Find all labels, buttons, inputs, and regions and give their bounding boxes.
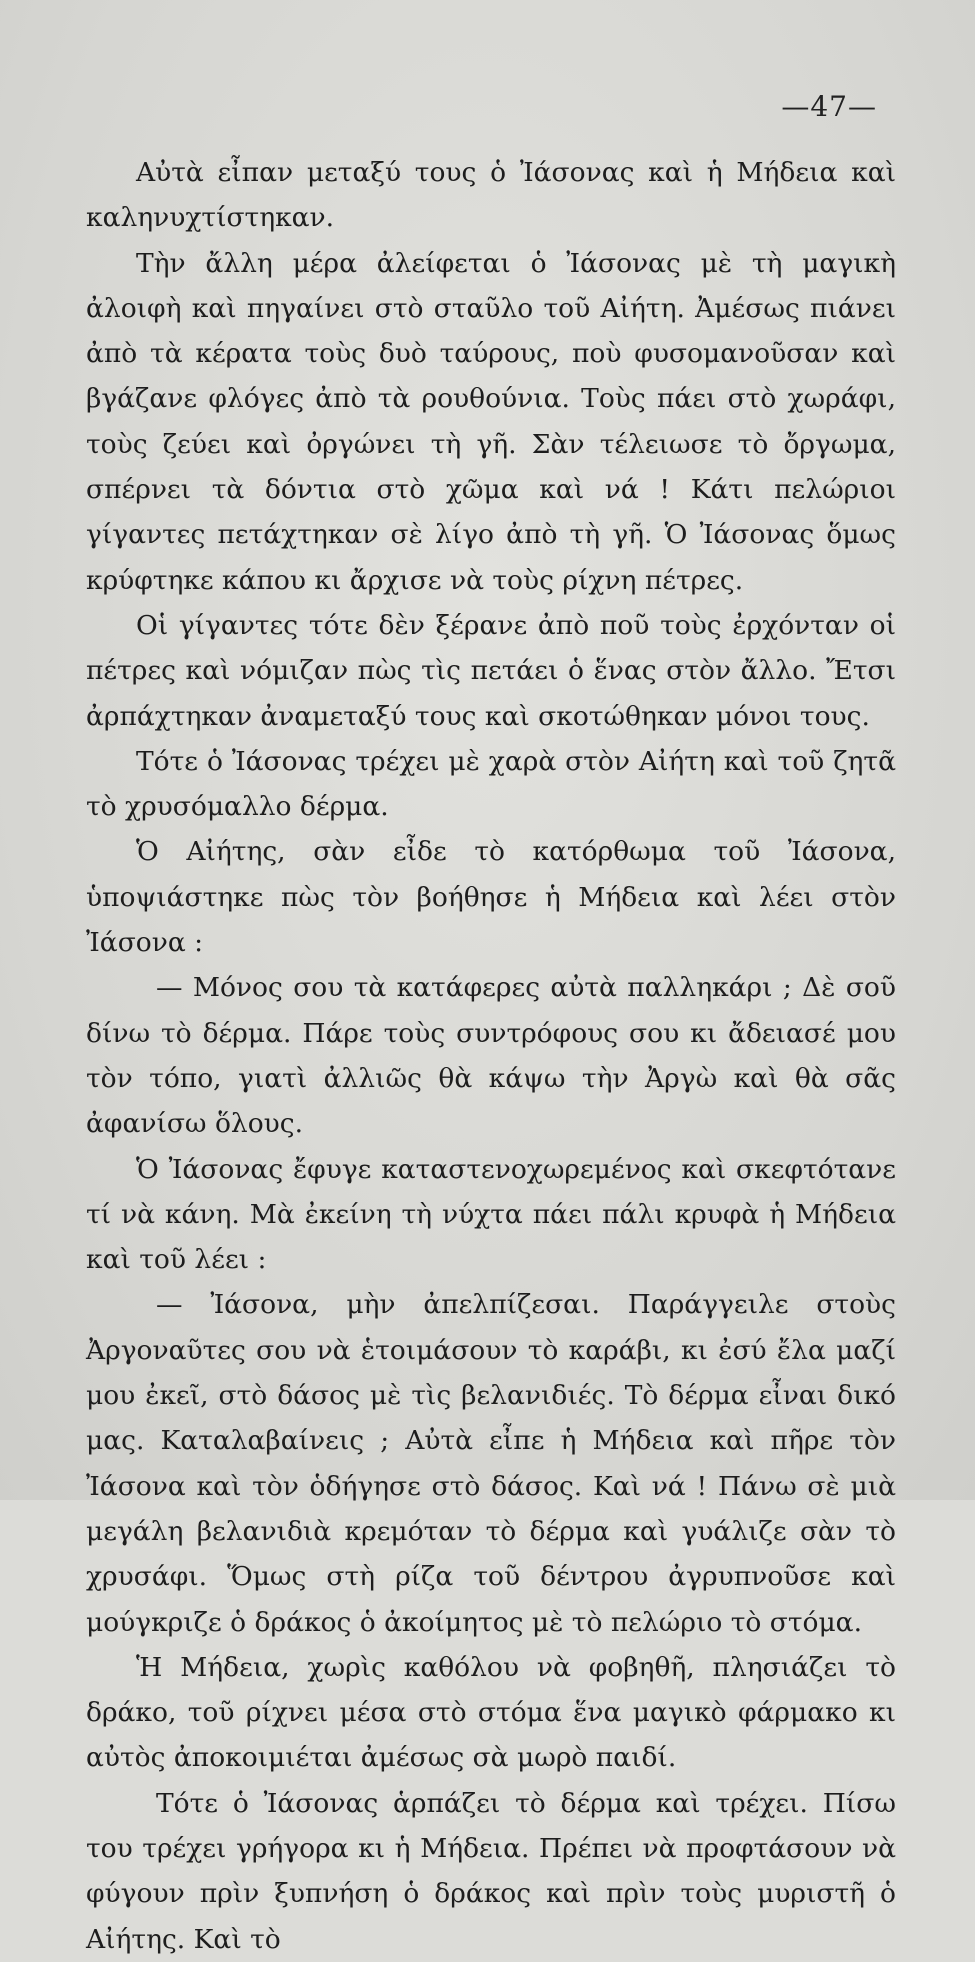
- paragraph: Τὴν ἄλλη μέρα ἀλείφεται ὁ Ἰάσονας μὲ τὴ μαγικὴ ἀλοιφὴ καὶ πηγαίνει στὸ σταῦλο τοῦ Αἰήτη. Ἀμέσως πιάνει ἀπὸ τὰ κέρατα τοὺς δυὸ ταύρους, ποὺ φυσομανοῦσαν καὶ βγάζανε φλόγες ἀπὸ τὰ ρουθούνια. Τοὺς πάει στὸ χωράφι, τοὺς ζεύει καὶ ὀργώνει τὴ γῆ. Σὰν τέλειωσε τὸ ὄργωμα, σπέρνει τὰ δόντια στὸ χῶμα καὶ νά ! Κάτι πελώριοι γίγαντες πετάχτηκαν σὲ λίγο ἀπὸ τὴ γῆ. Ὁ Ἰάσονας ὅμως κρύφτηκε κάπου κι ἄρχισε νὰ τοὺς ρίχνη πέτρες.: [86, 247, 896, 596]
- dialogue-paragraph: — Μόνος σου τὰ κατάφερες αὐτὰ παλληκάρι ; Δὲ σοῦ δίνω τὸ δέρμα. Πάρε τοὺς συντρόφους σου κι ἄδειασέ μου τὸν τόπο, γιατὶ ἀλλιῶς θὰ κάψω τὴν Ἀργὼ καὶ θὰ σᾶς ἀφανίσω ὅλους.: [86, 972, 896, 1140]
- paragraph: Οἱ γίγαντες τότε δὲν ξέρανε ἀπὸ ποῦ τοὺς ἐρχόνταν οἱ πέτρες καὶ νόμιζαν πὼς τὶς πετάει ὁ ἕνας στὸν ἄλλο. Ἔτσι ἀρπάχτηκαν ἀναμεταξύ τους καὶ σκοτώθηκαν μόνοι τους.: [86, 609, 896, 732]
- paragraph: Αὐτὰ εἶπαν μεταξύ τους ὁ Ἰάσονας καὶ ἡ Μήδεια καὶ καληνυχτίστηκαν.: [86, 157, 896, 234]
- paragraph: Ἡ Μήδεια, χωρὶς καθόλου νὰ φοβηθῆ, πλησιάζει τὸ δράκο, τοῦ ρίχνει μέσα στὸ στόμα ἕνα μαγικὸ φάρμακο κι αὐτὸς ἀποκοιμιέται ἀμέσως σὰ μωρὸ παιδί.: [86, 1651, 896, 1774]
- paragraph: Ὁ Αἰήτης, σὰν εἶδε τὸ κατόρθωμα τοῦ Ἰάσονα, ὑποψιάστηκε πὼς τὸν βοήθησε ἡ Μήδεια καὶ λέει στὸν Ἰάσονα :: [86, 836, 896, 959]
- body-text: [86, 150, 896, 1962]
- paragraph: Τότε ὁ Ἰάσονας ἁρπάζει τὸ δέρμα καὶ τρέχει. Πίσω του τρέχει γρήγορα κι ἡ Μήδεια. Πρέπει νὰ προφτάσουν νὰ φύγουν πρὶν ξυπνήση ὁ δράκος καὶ πρὶν τοὺς μυριστῆ ὁ Αἰήτης. Καὶ τὸ: [86, 1787, 896, 1955]
- paragraph: Τότε ὁ Ἰάσονας τρέχει μὲ χαρὰ στὸν Αἰήτη καὶ τοῦ ζητᾶ τὸ χρυσόμαλλο δέρμα.: [86, 745, 896, 823]
- dialogue-paragraph: — Ἰάσονα, μὴν ἀπελπίζεσαι. Παράγγειλε στοὺς Ἀργοναῦτες σου νὰ ἑτοιμάσουν τὸ καράβι, κι ἐσύ ἔλα μαζί μου ἐκεῖ, στὸ δάσος μὲ τὶς βελανιδιές. Τὸ δέρμα εἶναι δικό μας. Καταλαβαίνεις ; Αὐτὰ εἶπε ἡ Μήδεια καὶ πῆρε τὸν Ἰάσονα καὶ τὸν ὁδήγησε στὸ δάσος. Καὶ νά ! Πάνω σὲ μιὰ μεγάλη βελανιδιὰ κρεμόταν τὸ δέρμα καὶ γυάλιζε σὰν τὸ χρυσάφι. Ὅμως στὴ ρίζα τοῦ δέντρου ἀγρυπνοῦσε καὶ μούγκριζε ὁ δράκος ὁ ἀκοίμητος μὲ τὸ πελώριο τὸ στόμα.: [86, 1289, 896, 1638]
- page-number: —47—: [781, 90, 877, 123]
- paragraph: Ὁ Ἰάσονας ἔφυγε καταστενοχωρεμένος καὶ σκεφτότανε τί νὰ κάνη. Μὰ ἐκείνη τὴ νύχτα πάει πάλι κρυφὰ ἡ Μήδεια καὶ τοῦ λέει :: [86, 1153, 896, 1276]
